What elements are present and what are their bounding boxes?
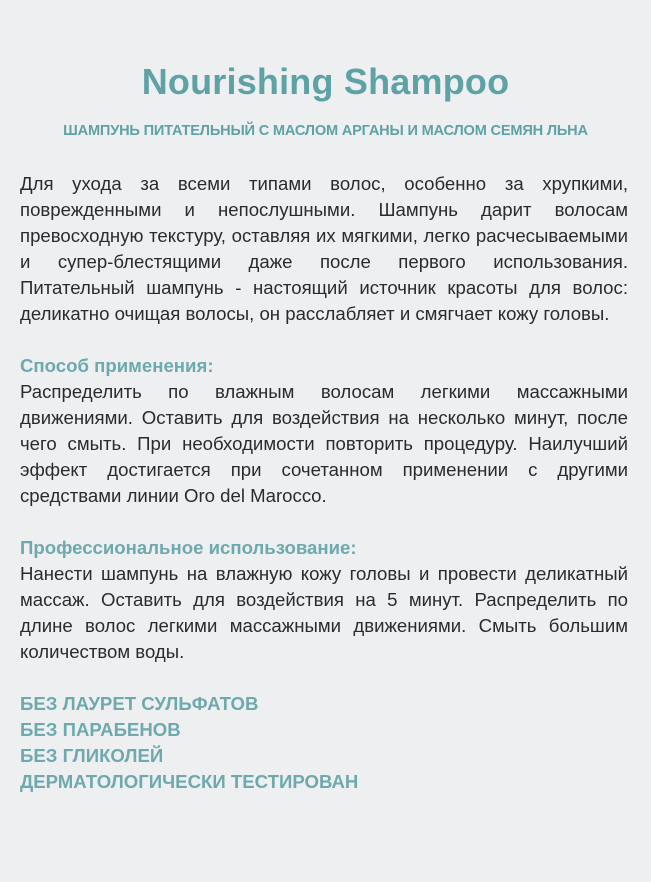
feature-item: БЕЗ ЛАУРЕТ СУЛЬФАТОВ: [20, 693, 259, 714]
feature-item: БЕЗ ПАРАБЕНОВ: [20, 719, 181, 740]
usage-text: Распределить по влажным волосам легкими массажными движениями. Оставить для воздействия на несколько минут, после чего смыть. При необходимости повторить процедуру. Наилучший эффект достигается при сочетанном применении с другими средствами линии Oro del Marocco.: [20, 381, 628, 506]
description-content: [20, 171, 628, 795]
professional-heading: Профессиональное использование:: [20, 537, 357, 558]
usage-heading: Способ применения:: [20, 355, 214, 376]
professional-section: [20, 535, 628, 665]
feature-item: ДЕРМАТОЛОГИЧЕСКИ ТЕСТИРОВАН: [20, 771, 359, 792]
professional-text: Нанести шампунь на влажную кожу головы и провести деликатный массаж. Оставить для воздействия на 5 минут. Распределить по длине волос легкими массажными движениями. Смыть большим количеством воды.: [20, 563, 628, 662]
usage-section: [20, 353, 628, 509]
intro-paragraph: Для ухода за всеми типами волос, особенно за хрупкими, поврежденными и непослушными. Шампунь дарит волосам превосходную текстуру, оставляя их мягкими, легко расчесываемыми и супер-блестящими даже после первого использования. Питательный шампунь - настоящий источник красоты для волос: деликатно очищая волосы, он расслабляет и смягчает кожу головы.: [20, 173, 628, 324]
product-title: Nourishing Shampoo: [141, 61, 510, 102]
product-subtitle: ШАМПУНЬ ПИТАТЕЛЬНЫЙ С МАСЛОМ АРГАНЫ И МАСЛОМ СЕМЯН ЛЬНА: [63, 123, 588, 139]
feature-list: [20, 691, 628, 795]
feature-item: БЕЗ ГЛИКОЛЕЙ: [20, 745, 164, 766]
